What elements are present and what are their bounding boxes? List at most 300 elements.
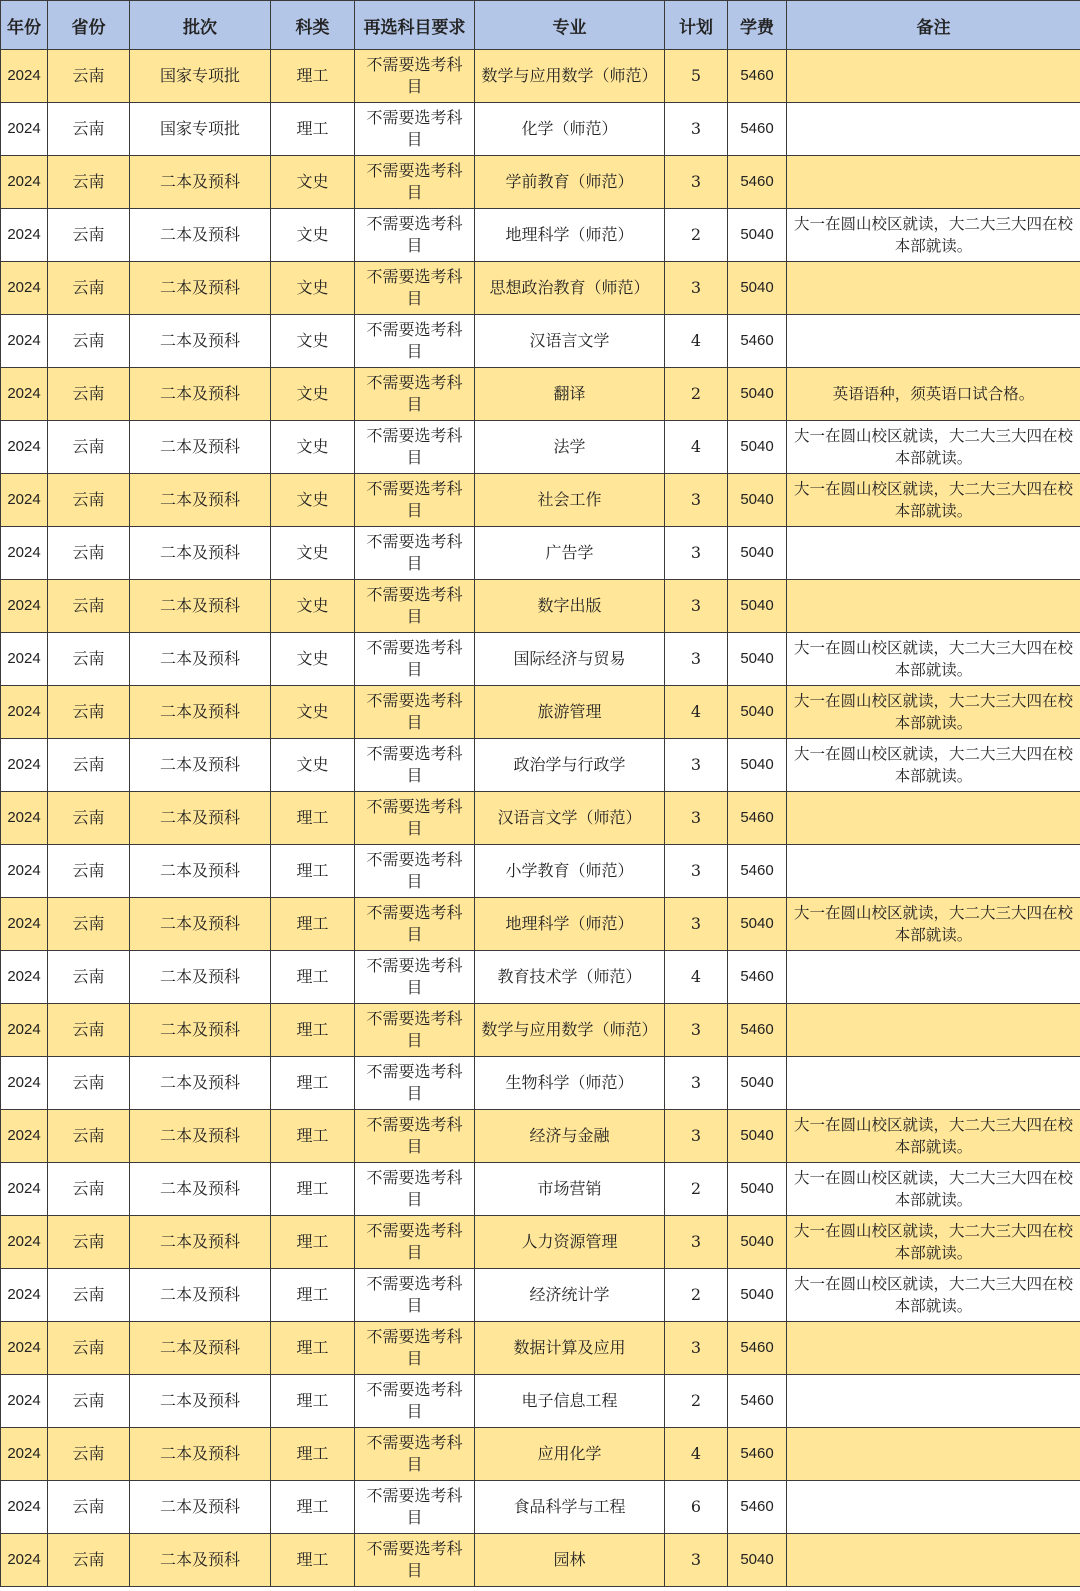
notes-cell (787, 792, 1080, 845)
category-cell: 理工 (271, 1481, 355, 1534)
major-cell: 人力资源管理 (475, 1216, 665, 1269)
tuition-cell: 5040 (728, 1216, 787, 1269)
subject-requirement-cell: 不需要选考科目 (355, 103, 475, 156)
major-cell: 应用化学 (475, 1428, 665, 1481)
major-cell: 汉语言文学（师范） (475, 792, 665, 845)
category-cell: 理工 (271, 1375, 355, 1428)
notes-cell (787, 1057, 1080, 1110)
plan-cell: 3 (665, 1216, 728, 1269)
notes-cell: 大一在圆山校区就读，大二大三大四在校本部就读。 (787, 739, 1080, 792)
category-cell: 文史 (271, 527, 355, 580)
year-cell: 2024 (1, 1375, 48, 1428)
major-cell: 国际经济与贸易 (475, 633, 665, 686)
plan-cell: 4 (665, 686, 728, 739)
subject-requirement-cell: 不需要选考科目 (355, 1322, 475, 1375)
category-cell: 文史 (271, 156, 355, 209)
province-cell: 云南 (48, 1375, 130, 1428)
major-cell: 翻译 (475, 368, 665, 421)
year-cell: 2024 (1, 1481, 48, 1534)
category-cell: 理工 (271, 1428, 355, 1481)
province-cell: 云南 (48, 1110, 130, 1163)
province-cell: 云南 (48, 50, 130, 103)
subject-requirement-cell: 不需要选考科目 (355, 1110, 475, 1163)
major-cell: 经济与金融 (475, 1110, 665, 1163)
table-row (1, 1216, 1080, 1269)
table-row (1, 686, 1080, 739)
major-cell: 汉语言文学 (475, 315, 665, 368)
notes-cell: 大一在圆山校区就读，大二大三大四在校本部就读。 (787, 474, 1080, 527)
tuition-cell: 5040 (728, 421, 787, 474)
plan-cell: 3 (665, 1322, 728, 1375)
major-cell: 地理科学（师范） (475, 209, 665, 262)
subject-requirement-cell: 不需要选考科目 (355, 633, 475, 686)
year-cell: 2024 (1, 1110, 48, 1163)
subject-requirement-cell: 不需要选考科目 (355, 262, 475, 315)
plan-cell: 3 (665, 580, 728, 633)
year-cell: 2024 (1, 156, 48, 209)
table-row (1, 103, 1080, 156)
province-cell: 云南 (48, 1322, 130, 1375)
batch-cell: 二本及预科 (130, 845, 271, 898)
tuition-cell: 5460 (728, 50, 787, 103)
table-row (1, 209, 1080, 262)
table-row (1, 1110, 1080, 1163)
province-cell: 云南 (48, 1163, 130, 1216)
category-cell: 理工 (271, 1057, 355, 1110)
category-cell: 理工 (271, 1269, 355, 1322)
province-cell: 云南 (48, 1534, 130, 1587)
table-row (1, 845, 1080, 898)
category-cell: 理工 (271, 951, 355, 1004)
subject-requirement-cell: 不需要选考科目 (355, 845, 475, 898)
plan-cell: 4 (665, 951, 728, 1004)
category-cell: 文史 (271, 209, 355, 262)
year-cell: 2024 (1, 421, 48, 474)
year-cell: 2024 (1, 951, 48, 1004)
plan-cell: 3 (665, 1057, 728, 1110)
plan-cell: 4 (665, 1428, 728, 1481)
tuition-cell: 5040 (728, 739, 787, 792)
table-row (1, 1481, 1080, 1534)
subject-requirement-cell: 不需要选考科目 (355, 1481, 475, 1534)
major-cell: 化学（师范） (475, 103, 665, 156)
notes-cell: 大一在圆山校区就读，大二大三大四在校本部就读。 (787, 1163, 1080, 1216)
tuition-cell: 5040 (728, 1163, 787, 1216)
notes-cell (787, 103, 1080, 156)
category-cell: 文史 (271, 474, 355, 527)
plan-cell: 2 (665, 1163, 728, 1216)
notes-cell (787, 1322, 1080, 1375)
province-cell: 云南 (48, 156, 130, 209)
header-row (1, 1, 1080, 50)
notes-cell (787, 262, 1080, 315)
batch-cell: 二本及预科 (130, 1322, 271, 1375)
province-cell: 云南 (48, 580, 130, 633)
subject-requirement-cell: 不需要选考科目 (355, 1375, 475, 1428)
plan-cell: 3 (665, 633, 728, 686)
header-category: 科类 (271, 1, 355, 50)
major-cell: 园林 (475, 1534, 665, 1587)
table-row (1, 633, 1080, 686)
province-cell: 云南 (48, 792, 130, 845)
table-row (1, 421, 1080, 474)
plan-cell: 3 (665, 898, 728, 951)
header-tuition: 学费 (728, 1, 787, 50)
province-cell: 云南 (48, 898, 130, 951)
major-cell: 法学 (475, 421, 665, 474)
tuition-cell: 5040 (728, 262, 787, 315)
province-cell: 云南 (48, 1481, 130, 1534)
batch-cell: 国家专项批 (130, 50, 271, 103)
province-cell: 云南 (48, 845, 130, 898)
plan-cell: 4 (665, 315, 728, 368)
category-cell: 理工 (271, 845, 355, 898)
batch-cell: 二本及预科 (130, 898, 271, 951)
notes-cell: 大一在圆山校区就读，大二大三大四在校本部就读。 (787, 421, 1080, 474)
category-cell: 文史 (271, 262, 355, 315)
tuition-cell: 5460 (728, 792, 787, 845)
tuition-cell: 5040 (728, 209, 787, 262)
table-row (1, 262, 1080, 315)
table-row (1, 580, 1080, 633)
major-cell: 旅游管理 (475, 686, 665, 739)
major-cell: 思想政治教育（师范） (475, 262, 665, 315)
batch-cell: 二本及预科 (130, 262, 271, 315)
tuition-cell: 5040 (728, 898, 787, 951)
table-row (1, 898, 1080, 951)
year-cell: 2024 (1, 792, 48, 845)
province-cell: 云南 (48, 686, 130, 739)
major-cell: 社会工作 (475, 474, 665, 527)
major-cell: 地理科学（师范） (475, 898, 665, 951)
table-row (1, 156, 1080, 209)
header-plan: 计划 (665, 1, 728, 50)
subject-requirement-cell: 不需要选考科目 (355, 474, 475, 527)
batch-cell: 二本及预科 (130, 580, 271, 633)
year-cell: 2024 (1, 845, 48, 898)
table-header (1, 1, 1080, 50)
province-cell: 云南 (48, 527, 130, 580)
notes-cell (787, 1428, 1080, 1481)
header-notes: 备注 (787, 1, 1080, 50)
notes-cell: 大一在圆山校区就读，大二大三大四在校本部就读。 (787, 1110, 1080, 1163)
category-cell: 理工 (271, 1534, 355, 1587)
batch-cell: 二本及预科 (130, 951, 271, 1004)
table-row (1, 1057, 1080, 1110)
province-cell: 云南 (48, 474, 130, 527)
table-row (1, 1004, 1080, 1057)
batch-cell: 二本及预科 (130, 686, 271, 739)
batch-cell: 二本及预科 (130, 1057, 271, 1110)
major-cell: 学前教育（师范） (475, 156, 665, 209)
year-cell: 2024 (1, 315, 48, 368)
plan-cell: 3 (665, 103, 728, 156)
batch-cell: 二本及预科 (130, 1110, 271, 1163)
category-cell: 理工 (271, 1163, 355, 1216)
batch-cell: 二本及预科 (130, 1004, 271, 1057)
plan-cell: 3 (665, 1110, 728, 1163)
tuition-cell: 5460 (728, 1322, 787, 1375)
batch-cell: 二本及预科 (130, 1163, 271, 1216)
table-row (1, 1322, 1080, 1375)
batch-cell: 二本及预科 (130, 739, 271, 792)
table-row (1, 951, 1080, 1004)
major-cell: 政治学与行政学 (475, 739, 665, 792)
tuition-cell: 5460 (728, 156, 787, 209)
province-cell: 云南 (48, 633, 130, 686)
category-cell: 文史 (271, 368, 355, 421)
table-row (1, 368, 1080, 421)
plan-cell: 3 (665, 527, 728, 580)
tuition-cell: 5460 (728, 1375, 787, 1428)
tuition-cell: 5460 (728, 845, 787, 898)
plan-cell: 2 (665, 209, 728, 262)
subject-requirement-cell: 不需要选考科目 (355, 580, 475, 633)
province-cell: 云南 (48, 103, 130, 156)
year-cell: 2024 (1, 898, 48, 951)
table-row (1, 1269, 1080, 1322)
subject-requirement-cell: 不需要选考科目 (355, 527, 475, 580)
plan-cell: 5 (665, 50, 728, 103)
major-cell: 数学与应用数学（师范） (475, 1004, 665, 1057)
subject-requirement-cell: 不需要选考科目 (355, 421, 475, 474)
province-cell: 云南 (48, 1004, 130, 1057)
province-cell: 云南 (48, 315, 130, 368)
year-cell: 2024 (1, 739, 48, 792)
province-cell: 云南 (48, 421, 130, 474)
year-cell: 2024 (1, 103, 48, 156)
subject-requirement-cell: 不需要选考科目 (355, 792, 475, 845)
province-cell: 云南 (48, 1428, 130, 1481)
header-batch: 批次 (130, 1, 271, 50)
subject-requirement-cell: 不需要选考科目 (355, 315, 475, 368)
notes-cell: 大一在圆山校区就读，大二大三大四在校本部就读。 (787, 209, 1080, 262)
notes-cell: 大一在圆山校区就读，大二大三大四在校本部就读。 (787, 633, 1080, 686)
province-cell: 云南 (48, 1216, 130, 1269)
notes-cell (787, 951, 1080, 1004)
major-cell: 生物科学（师范） (475, 1057, 665, 1110)
tuition-cell: 5460 (728, 951, 787, 1004)
plan-cell: 3 (665, 262, 728, 315)
category-cell: 文史 (271, 580, 355, 633)
notes-cell (787, 845, 1080, 898)
tuition-cell: 5460 (728, 1004, 787, 1057)
subject-requirement-cell: 不需要选考科目 (355, 739, 475, 792)
major-cell: 小学教育（师范） (475, 845, 665, 898)
category-cell: 理工 (271, 792, 355, 845)
header-subject-requirement: 再选科目要求 (355, 1, 475, 50)
tuition-cell: 5460 (728, 103, 787, 156)
major-cell: 数字出版 (475, 580, 665, 633)
category-cell: 文史 (271, 739, 355, 792)
year-cell: 2024 (1, 1216, 48, 1269)
table-row (1, 1163, 1080, 1216)
plan-cell: 3 (665, 792, 728, 845)
year-cell: 2024 (1, 209, 48, 262)
year-cell: 2024 (1, 1269, 48, 1322)
plan-cell: 3 (665, 474, 728, 527)
plan-cell: 3 (665, 739, 728, 792)
category-cell: 理工 (271, 898, 355, 951)
batch-cell: 国家专项批 (130, 103, 271, 156)
tuition-cell: 5040 (728, 1057, 787, 1110)
year-cell: 2024 (1, 1163, 48, 1216)
subject-requirement-cell: 不需要选考科目 (355, 686, 475, 739)
plan-cell: 2 (665, 1269, 728, 1322)
batch-cell: 二本及预科 (130, 1216, 271, 1269)
subject-requirement-cell: 不需要选考科目 (355, 1216, 475, 1269)
year-cell: 2024 (1, 686, 48, 739)
batch-cell: 二本及预科 (130, 1481, 271, 1534)
table-row (1, 474, 1080, 527)
batch-cell: 二本及预科 (130, 209, 271, 262)
tuition-cell: 5040 (728, 686, 787, 739)
category-cell: 文史 (271, 686, 355, 739)
province-cell: 云南 (48, 739, 130, 792)
year-cell: 2024 (1, 527, 48, 580)
province-cell: 云南 (48, 368, 130, 421)
year-cell: 2024 (1, 262, 48, 315)
subject-requirement-cell: 不需要选考科目 (355, 1004, 475, 1057)
tuition-cell: 5040 (728, 1534, 787, 1587)
tuition-cell: 5040 (728, 1110, 787, 1163)
plan-cell: 4 (665, 421, 728, 474)
category-cell: 理工 (271, 1216, 355, 1269)
subject-requirement-cell: 不需要选考科目 (355, 156, 475, 209)
year-cell: 2024 (1, 580, 48, 633)
year-cell: 2024 (1, 1428, 48, 1481)
tuition-cell: 5040 (728, 368, 787, 421)
batch-cell: 二本及预科 (130, 633, 271, 686)
notes-cell (787, 527, 1080, 580)
year-cell: 2024 (1, 633, 48, 686)
subject-requirement-cell: 不需要选考科目 (355, 368, 475, 421)
year-cell: 2024 (1, 1322, 48, 1375)
batch-cell: 二本及预科 (130, 368, 271, 421)
plan-cell: 2 (665, 368, 728, 421)
tuition-cell: 5040 (728, 474, 787, 527)
major-cell: 市场营销 (475, 1163, 665, 1216)
year-cell: 2024 (1, 1004, 48, 1057)
notes-cell (787, 580, 1080, 633)
subject-requirement-cell: 不需要选考科目 (355, 951, 475, 1004)
province-cell: 云南 (48, 1269, 130, 1322)
subject-requirement-cell: 不需要选考科目 (355, 209, 475, 262)
table-row (1, 50, 1080, 103)
notes-cell: 大一在圆山校区就读，大二大三大四在校本部就读。 (787, 1269, 1080, 1322)
major-cell: 数据计算及应用 (475, 1322, 665, 1375)
subject-requirement-cell: 不需要选考科目 (355, 1057, 475, 1110)
year-cell: 2024 (1, 50, 48, 103)
major-cell: 广告学 (475, 527, 665, 580)
table-row (1, 739, 1080, 792)
batch-cell: 二本及预科 (130, 156, 271, 209)
tuition-cell: 5040 (728, 633, 787, 686)
subject-requirement-cell: 不需要选考科目 (355, 50, 475, 103)
batch-cell: 二本及预科 (130, 527, 271, 580)
batch-cell: 二本及预科 (130, 1269, 271, 1322)
plan-cell: 2 (665, 1375, 728, 1428)
table-row (1, 1375, 1080, 1428)
category-cell: 文史 (271, 633, 355, 686)
province-cell: 云南 (48, 262, 130, 315)
batch-cell: 二本及预科 (130, 1428, 271, 1481)
notes-cell (787, 1481, 1080, 1534)
year-cell: 2024 (1, 474, 48, 527)
batch-cell: 二本及预科 (130, 421, 271, 474)
table-row (1, 1534, 1080, 1587)
notes-cell (787, 1004, 1080, 1057)
notes-cell (787, 1534, 1080, 1587)
category-cell: 理工 (271, 1322, 355, 1375)
year-cell: 2024 (1, 1057, 48, 1110)
plan-cell: 6 (665, 1481, 728, 1534)
major-cell: 经济统计学 (475, 1269, 665, 1322)
table-row (1, 527, 1080, 580)
major-cell: 数学与应用数学（师范） (475, 50, 665, 103)
category-cell: 理工 (271, 103, 355, 156)
batch-cell: 二本及预科 (130, 792, 271, 845)
plan-cell: 3 (665, 1004, 728, 1057)
category-cell: 理工 (271, 1004, 355, 1057)
subject-requirement-cell: 不需要选考科目 (355, 898, 475, 951)
table-row (1, 1428, 1080, 1481)
plan-cell: 3 (665, 1534, 728, 1587)
tuition-cell: 5040 (728, 527, 787, 580)
notes-cell: 大一在圆山校区就读，大二大三大四在校本部就读。 (787, 1216, 1080, 1269)
tuition-cell: 5040 (728, 580, 787, 633)
notes-cell (787, 50, 1080, 103)
subject-requirement-cell: 不需要选考科目 (355, 1163, 475, 1216)
major-cell: 电子信息工程 (475, 1375, 665, 1428)
table-body (1, 50, 1080, 1587)
category-cell: 文史 (271, 315, 355, 368)
year-cell: 2024 (1, 368, 48, 421)
batch-cell: 二本及预科 (130, 474, 271, 527)
notes-cell (787, 315, 1080, 368)
subject-requirement-cell: 不需要选考科目 (355, 1428, 475, 1481)
notes-cell: 大一在圆山校区就读，大二大三大四在校本部就读。 (787, 898, 1080, 951)
year-cell: 2024 (1, 1534, 48, 1587)
header-year: 年份 (1, 1, 48, 50)
plan-cell: 3 (665, 156, 728, 209)
tuition-cell: 5460 (728, 315, 787, 368)
notes-cell: 大一在圆山校区就读，大二大三大四在校本部就读。 (787, 686, 1080, 739)
major-cell: 教育技术学（师范） (475, 951, 665, 1004)
batch-cell: 二本及预科 (130, 315, 271, 368)
province-cell: 云南 (48, 209, 130, 262)
category-cell: 理工 (271, 1110, 355, 1163)
subject-requirement-cell: 不需要选考科目 (355, 1269, 475, 1322)
subject-requirement-cell: 不需要选考科目 (355, 1534, 475, 1587)
batch-cell: 二本及预科 (130, 1375, 271, 1428)
notes-cell: 英语语种，须英语口试合格。 (787, 368, 1080, 421)
category-cell: 文史 (271, 421, 355, 474)
plan-cell: 3 (665, 845, 728, 898)
province-cell: 云南 (48, 1057, 130, 1110)
tuition-cell: 5460 (728, 1428, 787, 1481)
province-cell: 云南 (48, 951, 130, 1004)
category-cell: 理工 (271, 50, 355, 103)
table-row (1, 792, 1080, 845)
batch-cell: 二本及预科 (130, 1534, 271, 1587)
major-cell: 食品科学与工程 (475, 1481, 665, 1534)
tuition-cell: 5040 (728, 1269, 787, 1322)
header-major: 专业 (475, 1, 665, 50)
header-province: 省份 (48, 1, 130, 50)
tuition-cell: 5460 (728, 1481, 787, 1534)
table-row (1, 315, 1080, 368)
